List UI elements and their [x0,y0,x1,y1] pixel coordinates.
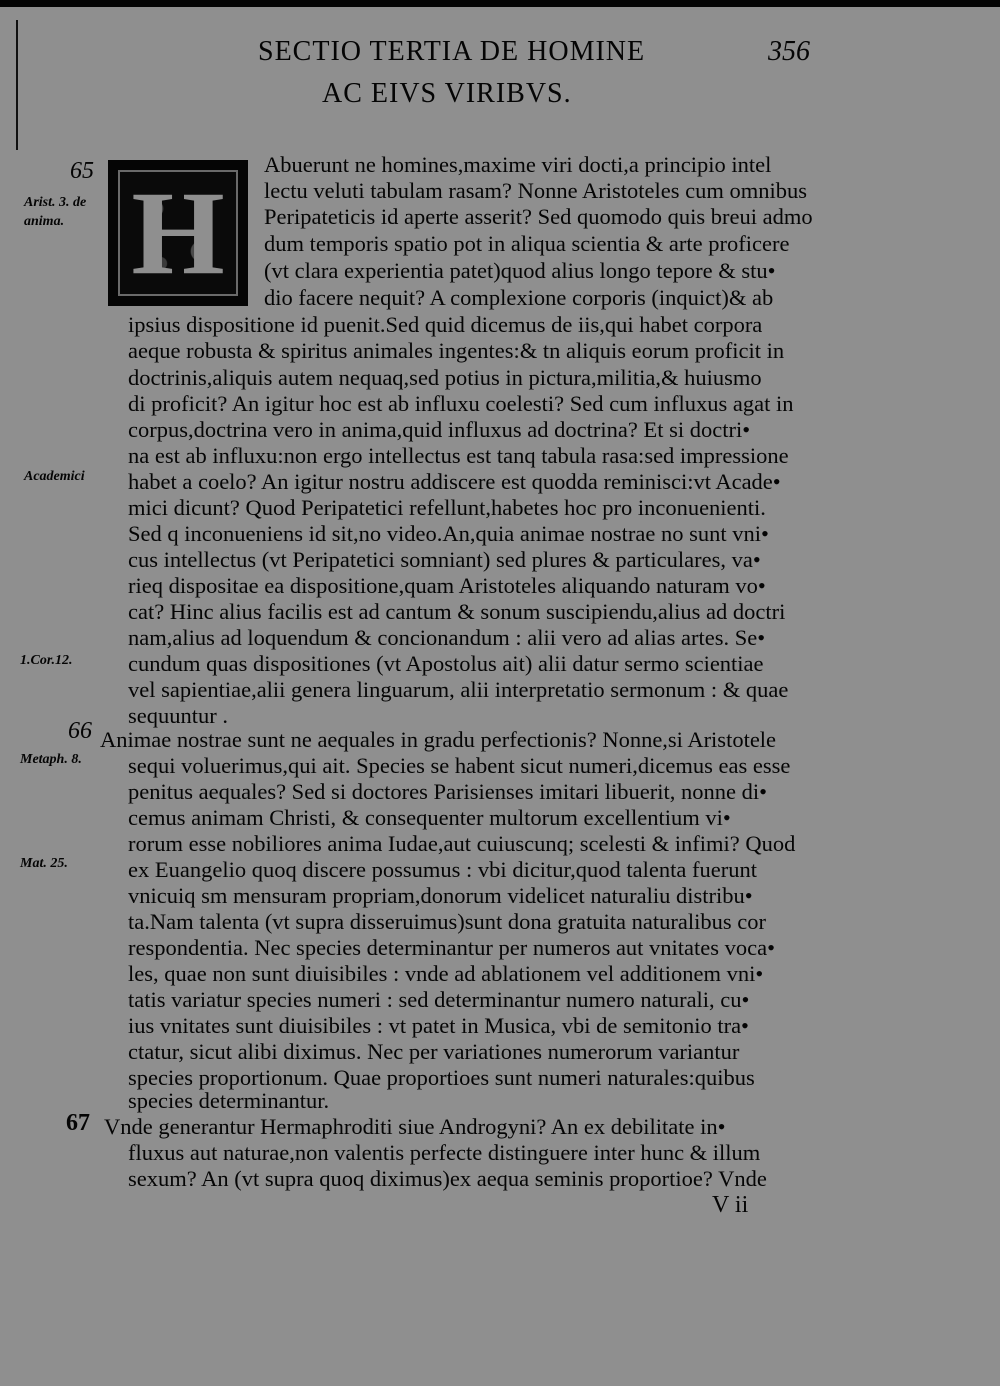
margin-note-anima: anima. [24,214,65,229]
text-line: aeque robusta & spiritus animales ingentes:& tn aliquis eorum proficit in [128,338,785,363]
text-line: di proficit? An igitur hoc est ab influxu coelesti? Sed cum influxus agat in [128,391,794,416]
top-scan-border [0,0,1000,22]
text-line: mici dicunt? Quod Peripatetici refellunt,habetes hoc pro inconuenienti. [128,495,766,520]
margin-note-metaphysics: Metaph. 8. [20,752,82,767]
text-line: na est ab influxu:non ergo intellectus est tanq tabula rasa:sed impressione [128,443,789,468]
text-line: ctatur, sicut alibi diximus. Nec per variationes numerorum variantur [128,1039,740,1064]
text-line: dio facere nequit? A complexione corporis (inquict)& ab [264,285,774,310]
text-line: cat? Hinc alius facilis est ad cantum & sonum suscipiendu,alius ad doctri [128,599,786,624]
text-line: sequuntur . [128,703,228,728]
text-line: ex Euangelio quoq discere possumus : vbi dicitur,quod talenta fuerunt [128,857,757,882]
text-line: vel sapientiae,alii genera linguarum, alii interpretatio sermonum : & quae [128,677,789,702]
text-line: (vt clara experientia patet)quod alius longo tepore & stu• [264,258,776,283]
text-line: respondentia. Nec species determinantur per numeros aut vnitates voca• [128,935,776,960]
text-line: Animae nostrae sunt ne aequales in gradu perfectionis? Nonne,si Aristotele [100,727,777,752]
running-head-subtitle: AC EIVS VIRIBVS. [322,78,572,109]
text-line: species determinantur. [128,1088,330,1113]
initial-ornament [118,166,238,299]
margin-note-aristotle: Arist. 3. de [24,195,87,210]
signature-mark: V ii [712,1192,749,1218]
text-line: sexum? An (vt supra quoq diximus)ex aequa seminis proportioe? Vnde [128,1166,767,1191]
text-line: rorum esse nobiliores anima Iudae,aut cuiuscunq; scelesti & infimi? Quod [128,831,796,856]
text-line: cundum quas dispositiones (vt Apostolus ait) alii datur sermo scientiae [128,651,764,676]
text-line: cemus animam Christi, & consequenter multorum excellentium vi• [128,805,731,830]
text-line: Sed q inconueniens id sit,no video.An,quia animae nostrae no sunt vni• [128,521,769,546]
running-head-title: SECTIO TERTIA DE HOMINE [258,36,646,67]
text-line: penitus aequales? Sed si doctores Parisienses imitari libuerit, nonne di• [128,779,767,804]
margin-note-corinthians: 1.Cor.12. [20,653,73,668]
text-line: corpus,doctrina vero in anima,quid influxus ad doctrina? Et si doctri• [128,417,751,442]
text-line: sequi voluerimus,qui ait. Species se habent sicut numeri,dicemus eas esse [128,753,791,778]
text-line: tatis variatur species numeri : sed determinantur numero naturali, cu• [128,987,750,1012]
text-line: ius vnitates sunt diuisibiles : vt patet in Musica, vbi de semitonio tra• [128,1013,749,1038]
initial-letter: H [131,166,225,299]
section-number-65: 65 [70,158,94,184]
text-line: species proportionum. Quae proportioes sunt numeri naturales:quibus [128,1065,755,1090]
margin-note-matthew: Mat. 25. [20,856,68,871]
text-line: lectu veluti tabulam rasam? Nonne Aristoteles cum omnibus [264,178,807,203]
text-line: dum temporis spatio pot in aliqua scientia & arte proficere [264,231,790,256]
text-line: Abuerunt ne homines,maxime viri docti,a principio intel [264,152,772,177]
decorated-initial [108,160,248,306]
text-line: Vnde generantur Hermaphroditi siue Androgyni? An ex debilitate in• [104,1114,726,1139]
text-line: nam,alius ad loquendum & concionandum : alii vero ad alias artes. Se• [128,625,766,650]
text-line: rieq dispositae ea dispositione,quam Aristoteles aliquando naturam vo• [128,573,766,598]
folio-number: 356 [768,36,810,67]
text-line: Peripateticis id aperte asserit? Sed quomodo quis breui admo [264,204,813,229]
text-line: fluxus aut naturae,non valentis perfecte distinguere inter hunc & illum [128,1140,761,1165]
text-line: doctrinis,aliquis autem nequaq,sed potius in pictura,militia,& huiusmo [128,365,762,390]
text-line: les, quae non sunt diuisibiles : vnde ad ablationem vel additionem vni• [128,961,764,986]
margin-note-academici: Academici [24,469,85,484]
section-number-66: 66 [68,718,92,744]
margin-rule [16,20,18,150]
text-line: habet a coelo? An igitur nostru addiscere est quodda reminisci:vt Acade• [128,469,781,494]
text-line: vnicuiq sm mensuram propriam,donorum videlicet naturaliu distribu• [128,883,753,908]
text-line: cus intellectus (vt Peripatetici somniant) sed plures & particulares, va• [128,547,761,572]
text-line: ta.Nam talenta (vt supra disseruimus)sunt dona gratuita naturalibus cor [128,909,766,934]
section-number-67: 67 [66,1110,90,1136]
text-line: ipsius dispositione id puenit.Sed quid dicemus de iis,qui habet corpora [128,312,763,337]
